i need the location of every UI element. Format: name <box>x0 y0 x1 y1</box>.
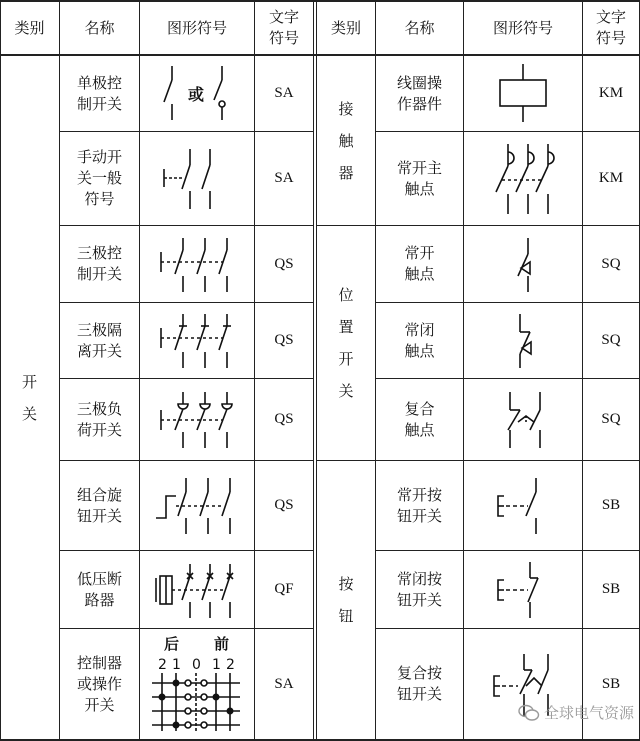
position-digit: 2 <box>158 657 167 673</box>
item-name: 线圈操 作器件 <box>396 73 442 113</box>
item-name: 手动开 关一般 符号 <box>76 148 122 208</box>
header-code: 文字 符号 <box>268 8 299 47</box>
col-divider <box>463 0 464 741</box>
category-limit-switch: 位 置 开 关 <box>338 286 354 400</box>
category-pushbutton: 按 钮 <box>338 575 354 625</box>
front-label: 前 <box>214 635 230 653</box>
item-code: SA <box>274 85 294 101</box>
rotary-switch-symbol <box>152 474 246 538</box>
main-contact-symbol <box>488 140 560 218</box>
coil-symbol <box>490 62 556 124</box>
position-labels <box>158 657 235 673</box>
item-code: KM <box>598 170 624 186</box>
item-name: 三极隔 离开关 <box>76 320 122 360</box>
item-name: 低压断 路器 <box>76 569 122 609</box>
header-name: 名称 <box>404 18 435 37</box>
no-limit-contact-symbol <box>500 234 550 296</box>
item-code: QS <box>274 332 294 348</box>
three-pole-switch-symbol <box>155 234 245 296</box>
manual-switch-symbol <box>160 145 240 213</box>
item-code: QS <box>274 255 294 272</box>
item-name: 常闭 触点 <box>404 320 435 360</box>
position-digit: 1 <box>212 657 221 673</box>
header-name: 名称 <box>84 18 115 37</box>
load-switch-symbol <box>155 388 245 452</box>
item-code: SB <box>601 581 621 597</box>
no-pushbutton-symbol <box>492 474 558 538</box>
nc-limit-contact-symbol <box>500 310 550 372</box>
header-code: 文字 符号 <box>595 8 626 47</box>
position-digit: 0 <box>192 657 201 673</box>
center-divider <box>313 0 314 741</box>
item-code: QS <box>274 411 294 427</box>
item-code: SB <box>601 675 621 692</box>
controller-switch-symbol <box>148 633 248 737</box>
item-name: 三极负 荷开关 <box>76 399 122 439</box>
nc-pushbutton-symbol <box>492 558 558 622</box>
header-category: 类别 <box>330 18 361 37</box>
position-digit: 2 <box>226 657 235 673</box>
rear-label: 后 <box>164 635 180 653</box>
item-name: 单极控 制开关 <box>76 73 122 113</box>
item-name: 三极控 制开关 <box>76 244 122 283</box>
header-symbol: 图形符号 <box>166 18 227 37</box>
category-contactor: 接 触 器 <box>338 99 354 182</box>
or-label: 或 <box>188 85 205 104</box>
position-digit: 1 <box>172 657 181 673</box>
item-name: 复合按 钮开关 <box>396 664 442 703</box>
item-name: 常开按 钮开关 <box>396 485 442 525</box>
item-name: 常开 触点 <box>404 244 435 283</box>
wechat-icon <box>518 704 540 722</box>
item-code: SB <box>601 497 621 513</box>
item-name: 复合 触点 <box>404 399 435 439</box>
header-category: 类别 <box>14 18 45 37</box>
item-name: 组合旋 钮开关 <box>76 485 122 525</box>
isolator-symbol <box>155 310 245 372</box>
item-code: QS <box>274 497 294 513</box>
item-code: SQ <box>601 332 621 348</box>
item-code: SQ <box>601 255 621 272</box>
item-name: 控制器 或操作 开关 <box>76 653 122 714</box>
breaker-symbol <box>150 558 246 622</box>
col-divider <box>139 0 140 741</box>
compound-limit-contact-symbol <box>496 388 560 452</box>
watermark-text: 全球电气资源 <box>543 704 634 722</box>
item-name: 常闭按 钮开关 <box>396 569 442 609</box>
header-symbol: 图形符号 <box>492 18 553 37</box>
item-code: SA <box>274 170 294 186</box>
item-name: 常开主 触点 <box>396 158 442 198</box>
item-code: SA <box>274 675 294 692</box>
item-code: QF <box>274 581 294 597</box>
single-pole-switch-symbol <box>150 62 246 124</box>
item-code: KM <box>598 85 624 101</box>
watermark <box>518 702 634 723</box>
category-switch: 开 关 <box>21 372 37 423</box>
item-code: SQ <box>601 411 621 427</box>
